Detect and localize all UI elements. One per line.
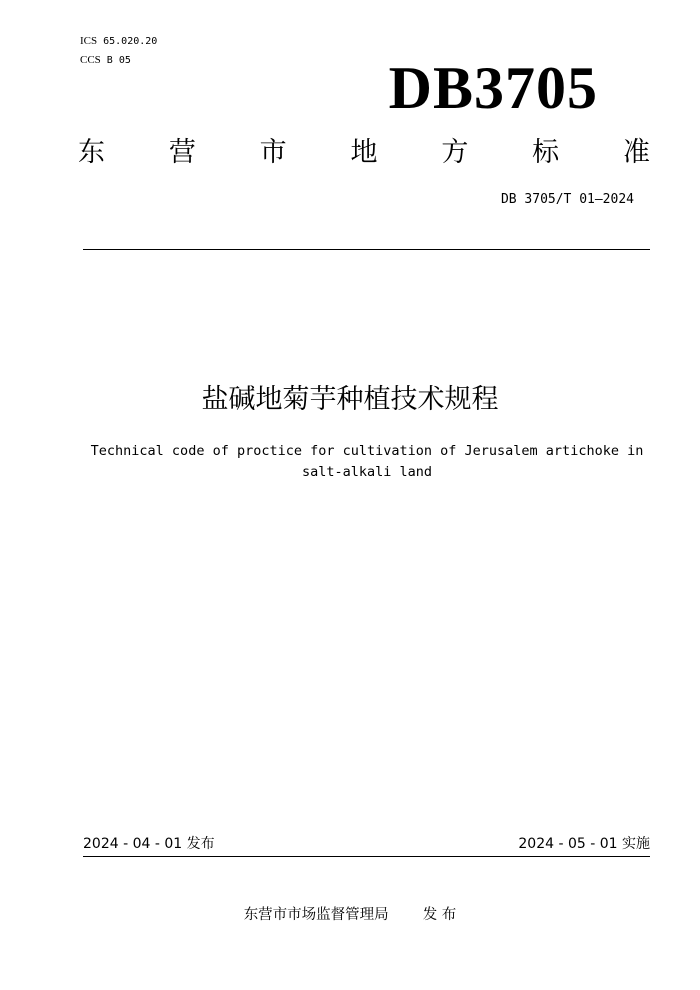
standard-type-char: 营	[168, 137, 196, 168]
title-english: Technical code of proctice for cultivation of Jerusalem artichoke in salt-alkali land	[90, 443, 644, 480]
standard-type-char: 东	[78, 137, 105, 168]
issuer-name: 东营市市场监督管理局	[243, 907, 389, 923]
issue-date: 2024 - 04 - 01 发布	[83, 836, 215, 852]
footer-divider	[83, 856, 650, 857]
header-divider	[83, 249, 650, 250]
ics-label: ICS	[80, 35, 98, 47]
standard-type-char: 方	[441, 137, 469, 168]
standard-type-char: 准	[622, 137, 650, 168]
standard-number: DB 3705/T 01—2024	[500, 192, 634, 207]
title-chinese: 盐碱地菊芋种植技术规程	[201, 384, 499, 415]
ccs-code: B 05	[106, 55, 131, 66]
issuer-action: 发 布	[422, 907, 457, 923]
ics-classification	[80, 34, 157, 49]
implementation-date: 2024 - 05 - 01 实施	[518, 836, 650, 852]
ccs-label: CCS	[80, 54, 101, 66]
standard-type-char: 标	[532, 137, 560, 168]
standard-type	[78, 132, 650, 174]
standard-type-char: 市	[259, 137, 287, 168]
standard-type-char: 地	[350, 137, 378, 168]
ccs-classification	[80, 53, 131, 68]
standard-code: DB3705	[388, 55, 598, 121]
issuer	[0, 904, 700, 926]
ics-code: 65.020.20	[103, 36, 158, 47]
